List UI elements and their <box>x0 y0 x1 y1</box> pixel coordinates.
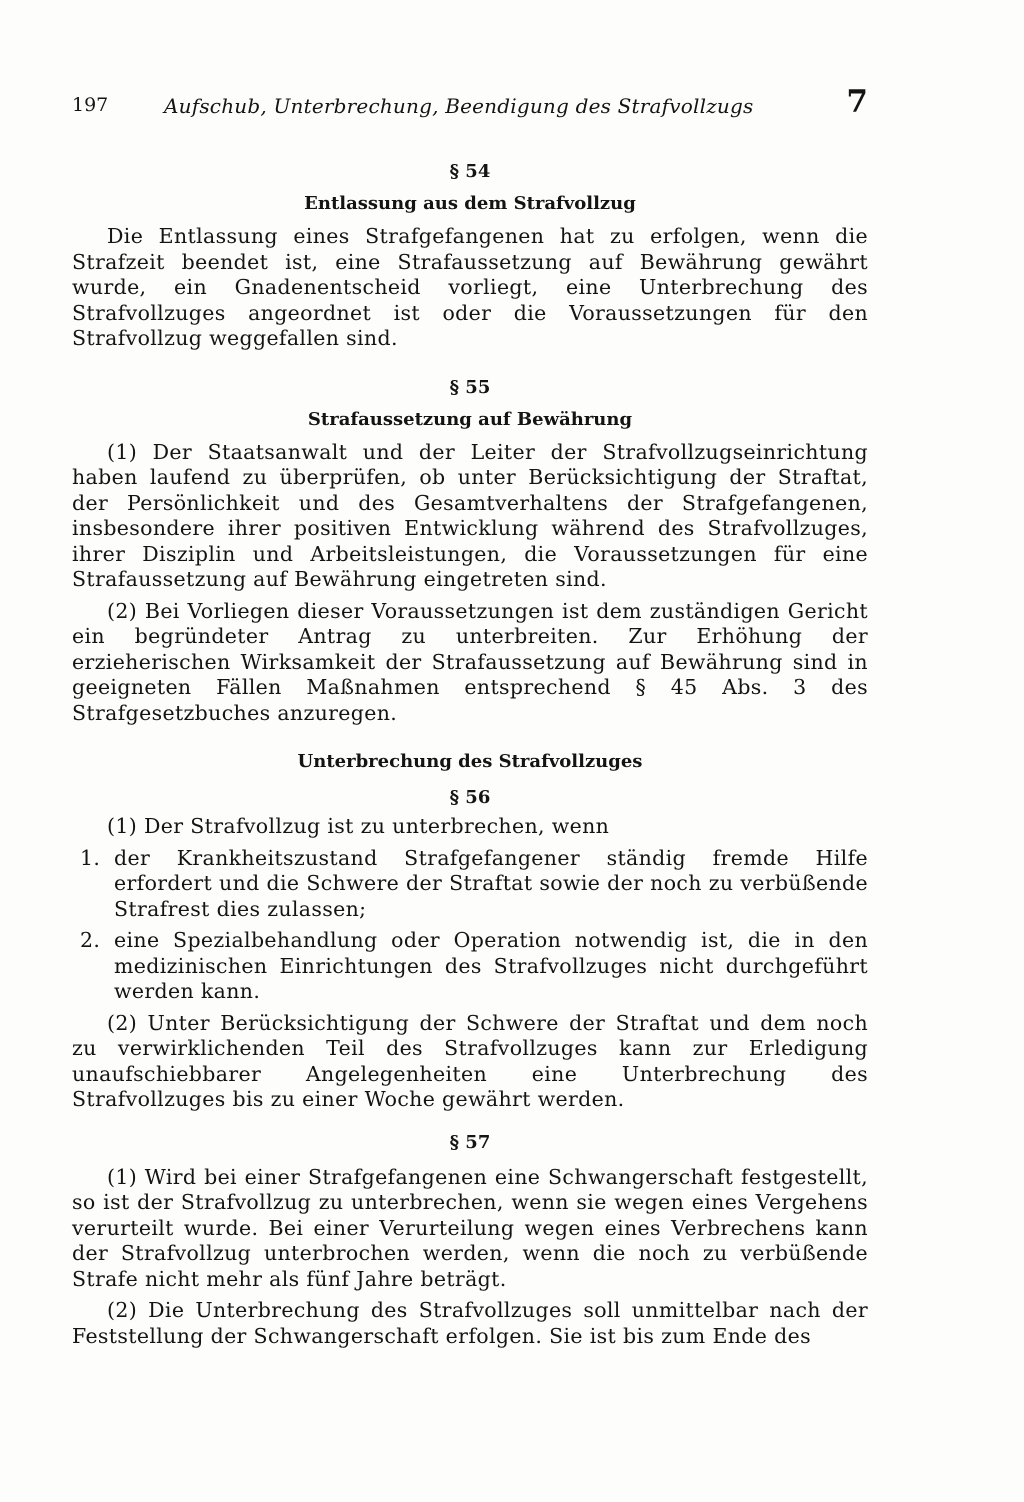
page-number: 197 <box>72 94 109 116</box>
section-56-paragraph-2: (2) Unter Berücksichtigung der Schwere der Straftat und dem noch zu verwirklichenden Teil des Strafvollzuges kann zur Erledigung unaufschiebbarer Angelegenheiten eine Unterbrechung des Strafvollzuges bis zu einer Woche gewährt werden. <box>72 1010 868 1111</box>
section-56-sign: § 56 <box>449 787 491 808</box>
section-57-paragraph-1: (1) Wird bei einer Strafgefangenen eine Schwangerschaft festgestellt, so ist der Strafvollzug zu unterbrechen, wenn sie wegen eines Vergehens verurteilt wurde. Bei einer Verurteilung wegen eines Verbrechens kann der Strafvollzug unterbrochen werden, wenn die noch zu verbüßende Strafe nicht mehr als fünf Jahre beträgt. <box>72 1164 868 1291</box>
running-title: Aufschub, Unterbrechung, Beendigung des Strafvollzugs <box>164 94 754 118</box>
section-55-paragraph-1: (1) Der Staatsanwalt und der Leiter der Strafvollzugseinrichtung haben laufend zu überprüfen, ob unter Berücksichtigung der Straftat, der Persönlichkeit und des Gesamtverhaltens der Strafgefangenen, insbesondere ihrer positiven Entwicklung während des Strafvollzuges, ihrer Disziplin und Arbeitsleistungen, die Voraussetzungen für eine Strafaussetzung auf Bewährung eingetreten sind. <box>72 439 868 591</box>
page-header <box>72 84 868 128</box>
section-55-sign: § 55 <box>449 376 491 398</box>
chapter-number: 7 <box>846 84 868 120</box>
section-54-title: Entlassung aus dem Strafvollzug <box>304 193 636 214</box>
section-56-list-item <box>72 846 868 923</box>
list-item-text: der Krankheitszustand Strafgefangener ständig fremde Hilfe erfordert und die Schwere der Straftat sowie der noch zu verbüßende Strafrest dies zulassen; <box>114 845 868 921</box>
chapter-subheading: Unterbrechung des Strafvollzuges <box>297 751 643 772</box>
list-item-text: eine Spezialbehandlung oder Operation notwendig ist, die in den medizinischen Einrichtungen des Strafvollzuges nicht durchgeführt werden kann. <box>114 928 868 1003</box>
section-55-paragraph-2: (2) Bei Vorliegen dieser Voraussetzungen ist dem zuständigen Gericht ein begründeter Antrag zu unterbreiten. Zur Erhöhung der erzieherischen Wirksamkeit der Strafaussetzung auf Bewährung sind in geeigneten Fällen Maßnahmen entsprechend § 45 Abs. 3 des Strafgesetzbuches anzuregen. <box>72 598 868 725</box>
section-56-list-item <box>72 928 868 1005</box>
section-54-sign: § 54 <box>449 161 491 182</box>
section-55-title: Strafaussetzung auf Bewährung <box>307 408 633 430</box>
list-item-number: 1. <box>80 845 101 870</box>
section-57-sign: § 57 <box>449 1131 491 1153</box>
section-56-paragraph-1: (1) Der Strafvollzug ist zu unterbrechen, wenn <box>107 814 610 838</box>
section-54-text: Die Entlassung eines Strafgefangenen hat zu erfolgen, wenn die Strafzeit beendet ist, eine Strafaussetzung auf Bewährung gewährt wurde, ein Gnadenentscheid vorliegt, eine Unterbrechung des Strafvollzuges angeordnet ist oder die Voraussetzungen für den Strafvollzug weggefallen sind. <box>72 224 868 350</box>
section-57-paragraph-2: (2) Die Unterbrechung des Strafvollzuges soll unmittelbar nach der Feststellung der Schwangerschaft erfolgen. Sie ist bis zum Ende des <box>72 1298 868 1348</box>
page-content <box>72 156 868 1349</box>
list-item-number: 2. <box>80 928 101 952</box>
